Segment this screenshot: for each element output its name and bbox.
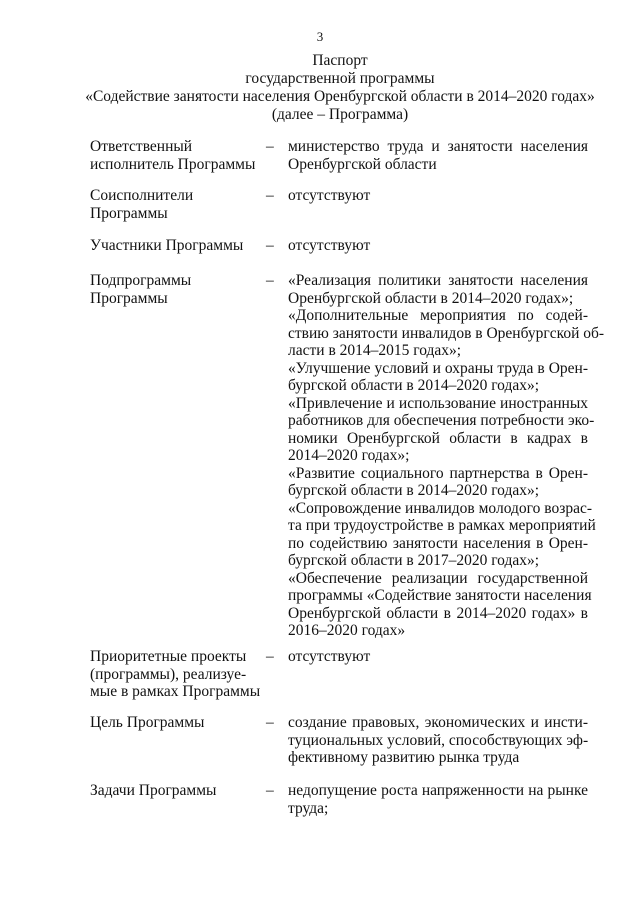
page-number: 3 bbox=[316, 29, 324, 44]
row-dash: – bbox=[266, 714, 274, 731]
row-label: Цель Программы bbox=[90, 714, 205, 731]
subprogram-item bbox=[288, 307, 605, 360]
value-line: создание правовых, экономических и инсти- bbox=[288, 714, 588, 731]
value-line: бургской области в 2014–2020 годах»; bbox=[288, 482, 540, 499]
row-dash: – bbox=[266, 187, 274, 204]
title-line-abbreviation: (далее – Программа) bbox=[271, 106, 409, 123]
row-value bbox=[288, 237, 588, 255]
row-dash: – bbox=[266, 138, 274, 155]
title-line-program-name: «Содействие занятости населения Оренбургской области в 2014–2020 годах» bbox=[85, 88, 595, 105]
row-label: Участники Программы bbox=[90, 237, 244, 254]
value-line: программы «Содействие занятости населения bbox=[288, 587, 592, 604]
value-line: Оренбургской области в 2014–2020 годах» в bbox=[288, 604, 588, 622]
value-line: «Сопровождение инвалидов молодого возрас- bbox=[288, 499, 592, 517]
value-line: «Обеспечение реализации государственной bbox=[288, 569, 588, 587]
value-line: 2016–2020 годах» bbox=[288, 622, 406, 639]
value-line: туциональных условий, способствующих эф- bbox=[288, 731, 589, 749]
value-line: работников для обеспечения потребности эко- bbox=[288, 412, 595, 429]
subprogram-item bbox=[288, 465, 588, 500]
value-line: Оренбургской области bbox=[288, 155, 437, 173]
value-line: отсутствуют bbox=[288, 648, 371, 665]
value-line: Оренбургской области в 2014–2020 годах»; bbox=[288, 289, 574, 307]
value-line: министерство труда и занятости населения bbox=[288, 138, 588, 155]
value-line: «Реализация политики занятости населения bbox=[288, 272, 588, 289]
row-dash: – bbox=[266, 272, 274, 289]
row-label: Подпрограммы Программы bbox=[90, 272, 192, 307]
subprogram-item bbox=[288, 499, 596, 570]
value-line: «Развитие социального партнерства в Орен- bbox=[288, 464, 588, 482]
row-label: Задачи Программы bbox=[90, 782, 217, 799]
subprogram-item bbox=[288, 360, 588, 395]
row-label: Соисполнители Программы bbox=[90, 187, 194, 222]
row-dash: – bbox=[266, 648, 274, 665]
value-line: труда; bbox=[288, 799, 329, 817]
value-line: «Привлечение и использование иностранных bbox=[288, 394, 588, 412]
title-line-passport: Паспорт bbox=[312, 52, 368, 69]
subprogram-item bbox=[288, 272, 588, 307]
title-line-program-type: государственной программы bbox=[245, 70, 435, 87]
value-line: «Дополнительные мероприятия по содей- bbox=[288, 307, 588, 324]
row-dash: – bbox=[266, 782, 274, 799]
value-line: номики Оренбургской области в кадрах в bbox=[288, 429, 588, 447]
value-line: недопущение роста напряженности на рынке bbox=[288, 782, 588, 799]
row-value bbox=[288, 138, 588, 173]
value-line: ствию занятости инвалидов в Оренбургской об- bbox=[288, 324, 605, 342]
row-dash: – bbox=[266, 237, 274, 254]
value-line: та при трудоустройстве в рамках мероприятий bbox=[288, 517, 596, 534]
row-value bbox=[288, 648, 588, 666]
row-value bbox=[288, 782, 588, 817]
row-label: Ответственный исполнитель Программы bbox=[90, 138, 256, 173]
value-line: по содействию занятости населения в Орен- bbox=[288, 534, 588, 552]
value-line: 2014–2020 годах»; bbox=[288, 447, 410, 464]
value-line: ласти в 2014–2015 годах»; bbox=[288, 342, 462, 359]
row-value bbox=[288, 272, 605, 640]
subprogram-item bbox=[288, 394, 595, 465]
row-value bbox=[288, 714, 588, 767]
row-value bbox=[288, 187, 588, 205]
document-title bbox=[40, 52, 640, 124]
value-line: бургской области в 2017–2020 годах»; bbox=[288, 552, 540, 569]
value-line: отсутствуют bbox=[288, 187, 371, 204]
value-line: бургской области в 2014–2020 годах»; bbox=[288, 377, 540, 394]
row-label: Приоритетные проекты (программы), реализуе- мые в рамках Программы bbox=[90, 648, 261, 700]
value-line: отсутствуют bbox=[288, 237, 371, 254]
subprogram-item bbox=[288, 569, 592, 640]
value-line: фективному развитию рынка труда bbox=[288, 749, 520, 766]
value-line: «Улучшение условий и охраны труда в Орен- bbox=[288, 359, 588, 377]
